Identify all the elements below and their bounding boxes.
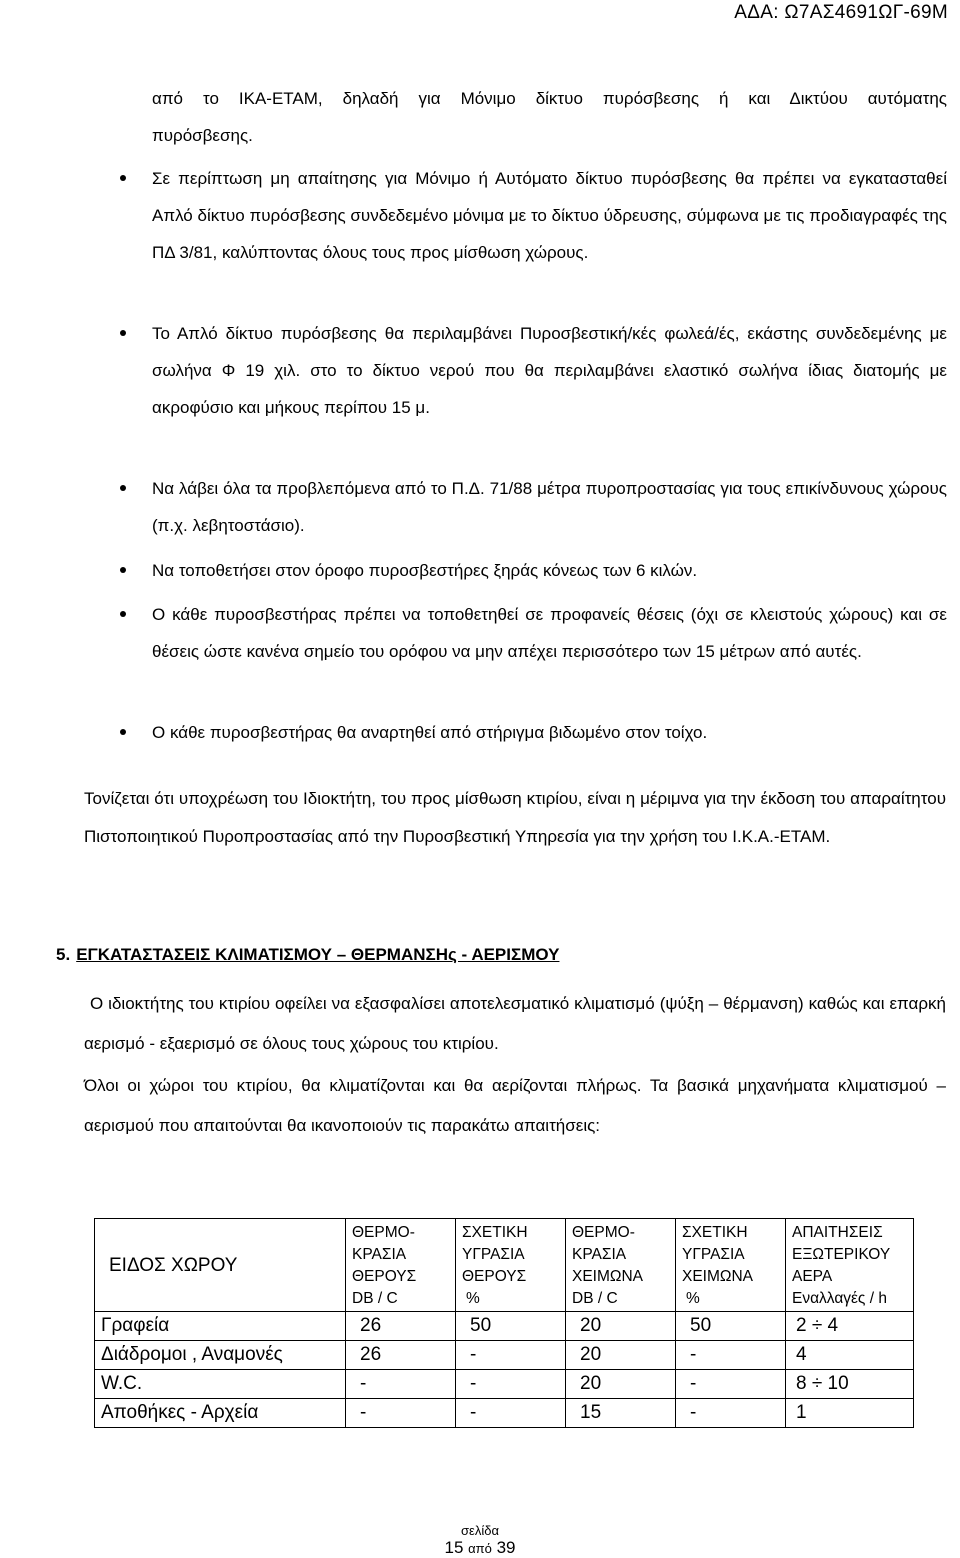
table-header-row bbox=[95, 1219, 914, 1312]
cell-summer-temp: 26 bbox=[346, 1341, 456, 1370]
cell-winter-humidity: 50 bbox=[676, 1312, 786, 1341]
bullet-text: Ο κάθε πυροσβεστήρας θα αναρτηθεί από στήριγμα βιδωμένο στον τοίχο. bbox=[152, 723, 708, 742]
header-winter-humidity: ΣΧΕΤΙΚΗ ΥΓΡΑΣΙΑ ΧΕΙΜΩΝΑ % bbox=[676, 1219, 786, 1312]
bullet-item-2 bbox=[152, 315, 947, 426]
intro-line-1: από το ΙΚΑ-ΕΤΑΜ, δηλαδή για Μόνιμο δίκτυο πυρόσβεσης ή και Δικτύου αυτόματης bbox=[152, 89, 947, 108]
section-title: ΕΓΚΑΤΑΣΤΑΣΕΙΣ ΚΛΙΜΑΤΙΣΜΟΥ – ΘΕΡΜΑΝΣΗς - ΑΕΡΙΣΜΟΥ bbox=[76, 945, 560, 964]
cell-summer-temp: - bbox=[346, 1370, 456, 1399]
emphasis-paragraph: Τονίζεται ότι υποχρέωση του Ιδιοκτήτη, του προς μίσθωση κτιρίου, είναι η μέριμνα για την έκδοση του απαραίτητου Πιστοποιητικού Πυροπροστασίας από την Πυροσβεστική Υπηρεσία για την χρήση του Ι.Κ.Α.-ΕΤΑΜ. bbox=[84, 789, 946, 846]
cell-winter-temp: 15 bbox=[566, 1399, 676, 1428]
bullet-text: Το Απλό δίκτυο πυρόσβεσης θα περιλαμβάνει Πυροσβεστική/κές φωλεά/ές, εκάστης συνδεδεμένης με σωλήνα Φ 19 χιλ. στο το δίκτυο νερού που θα περιλαμβάνει ελαστικό σωλήνα ίδιας διατομής με ακροφύσιο και μήκους περίπου 15 μ. bbox=[152, 324, 947, 417]
cell-outdoor-air: 8 ÷ 10 bbox=[786, 1370, 914, 1399]
cell-winter-humidity: - bbox=[676, 1399, 786, 1428]
cell-winter-humidity: - bbox=[676, 1370, 786, 1399]
cell-winter-humidity: - bbox=[676, 1341, 786, 1370]
cell-winter-temp: 20 bbox=[566, 1341, 676, 1370]
cell-summer-temp: 26 bbox=[346, 1312, 456, 1341]
cell-winter-temp: 20 bbox=[566, 1312, 676, 1341]
bullet-icon bbox=[120, 567, 126, 573]
bullet-text: Ο κάθε πυροσβεστήρας πρέπει να τοποθετηθεί σε προφανείς θέσεις (όχι σε κλειστούς χώρους) και σε θέσεις ώστε κανένα σημείο του ορόφου να μην απέχει περισσότερο των 15 μέτρων από αυτές. bbox=[152, 605, 947, 661]
cell-summer-humidity: 50 bbox=[456, 1312, 566, 1341]
intro-line-2: πυρόσβεσης. bbox=[152, 126, 253, 145]
bullet-item-1 bbox=[152, 160, 947, 271]
intro-continuation bbox=[152, 80, 947, 154]
cell-summer-humidity: - bbox=[456, 1341, 566, 1370]
section-heading bbox=[56, 940, 559, 970]
footer-page-numbers bbox=[0, 1538, 960, 1558]
cell-outdoor-air: 1 bbox=[786, 1399, 914, 1428]
cell-summer-humidity: - bbox=[456, 1399, 566, 1428]
page-of-word: από bbox=[468, 1541, 492, 1556]
cell-space-type: Γραφεία bbox=[95, 1312, 346, 1341]
bullet-item-6 bbox=[152, 714, 947, 751]
cell-outdoor-air: 4 bbox=[786, 1341, 914, 1370]
table-row bbox=[95, 1312, 914, 1341]
cell-summer-humidity: - bbox=[456, 1370, 566, 1399]
bullet-item-4 bbox=[152, 552, 947, 589]
bullet-icon bbox=[120, 611, 126, 617]
document-code: ΑΔΑ: Ω7ΑΣ4691ΩΓ-69Μ bbox=[734, 2, 948, 23]
bullet-text: Να λάβει όλα τα προβλεπόμενα από το Π.Δ. 71/88 μέτρα πυροπροστασίας για τους επικίνδυνους χώρους (π.χ. λεβητοστάσιο). bbox=[152, 479, 947, 535]
table-row bbox=[95, 1370, 914, 1399]
bullet-item-5 bbox=[152, 596, 947, 670]
footer-page-label: σελίδα bbox=[461, 1523, 499, 1538]
bullet-text: Να τοποθετήσει στον όροφο πυροσβεστήρες ξηράς κόνεως των 6 κιλών. bbox=[152, 561, 698, 580]
cell-space-type: W.C. bbox=[95, 1370, 346, 1399]
section-paragraph-2: Όλοι οι χώροι του κτιρίου, θα κλιματίζονται και θα αερίζονται πλήρως. Τα βασικά μηχανήματα κλιματισμού – αερισμού που απαιτούνται θα ικανοποιούν τις παρακάτω απαιτήσεις: bbox=[84, 1076, 946, 1135]
cell-space-type: Αποθήκες - Αρχεία bbox=[95, 1399, 346, 1428]
header-winter-temp: ΘΕΡΜΟ- ΚΡΑΣΙΑ ΧΕΙΜΩΝΑ DB / C bbox=[566, 1219, 676, 1312]
table-row bbox=[95, 1341, 914, 1370]
bullet-icon bbox=[120, 729, 126, 735]
header-space-type: ΕΙΔΟΣ ΧΩΡΟΥ bbox=[95, 1219, 346, 1312]
table-row bbox=[95, 1399, 914, 1428]
current-page: 15 bbox=[444, 1538, 464, 1557]
total-pages: 39 bbox=[496, 1538, 516, 1557]
header-summer-temp: ΘΕΡΜΟ- ΚΡΑΣΙΑ ΘΕΡΟΥΣ DB / C bbox=[346, 1219, 456, 1312]
header-summer-humidity: ΣΧΕΤΙΚΗ ΥΓΡΑΣΙΑ ΘΕΡΟΥΣ % bbox=[456, 1219, 566, 1312]
bullet-text: Σε περίπτωση μη απαίτησης για Μόνιμο ή Αυτόματο δίκτυο πυρόσβεσης θα πρέπει να εγκατασταθεί Απλό δίκτυο πυρόσβεσης συνδεδεμένο μόνιμα με το δίκτυο ύδρευσης, σύμφωνα με τις προδιαγραφές της ΠΔ 3/81, καλύπτοντας όλους τους προς μίσθωση χώρους. bbox=[152, 169, 947, 262]
section-number: 5. bbox=[56, 945, 71, 964]
bullet-icon bbox=[120, 330, 126, 336]
cell-winter-temp: 20 bbox=[566, 1370, 676, 1399]
requirements-table bbox=[94, 1218, 914, 1428]
cell-space-type: Διάδρομοι , Αναμονές bbox=[95, 1341, 346, 1370]
section-paragraph-1: Ο ιδιοκτήτης του κτιρίου οφείλει να εξασφαλίσει αποτελεσματικό κλιματισμό (ψύξη – θέρμανση) καθώς και επαρκή αερισμό - εξαερισμό σε όλους τους χώρους του κτιρίου. bbox=[84, 994, 946, 1053]
cell-outdoor-air: 2 ÷ 4 bbox=[786, 1312, 914, 1341]
bullet-icon bbox=[120, 485, 126, 491]
header-outdoor-air: ΑΠΑΙΤΗΣΕΙΣ ΕΞΩΤΕΡΙΚΟΥ ΑΕΡΑ Εναλλαγές / h bbox=[786, 1219, 914, 1312]
bullet-item-3 bbox=[152, 470, 947, 544]
bullet-icon bbox=[120, 175, 126, 181]
cell-summer-temp: - bbox=[346, 1399, 456, 1428]
